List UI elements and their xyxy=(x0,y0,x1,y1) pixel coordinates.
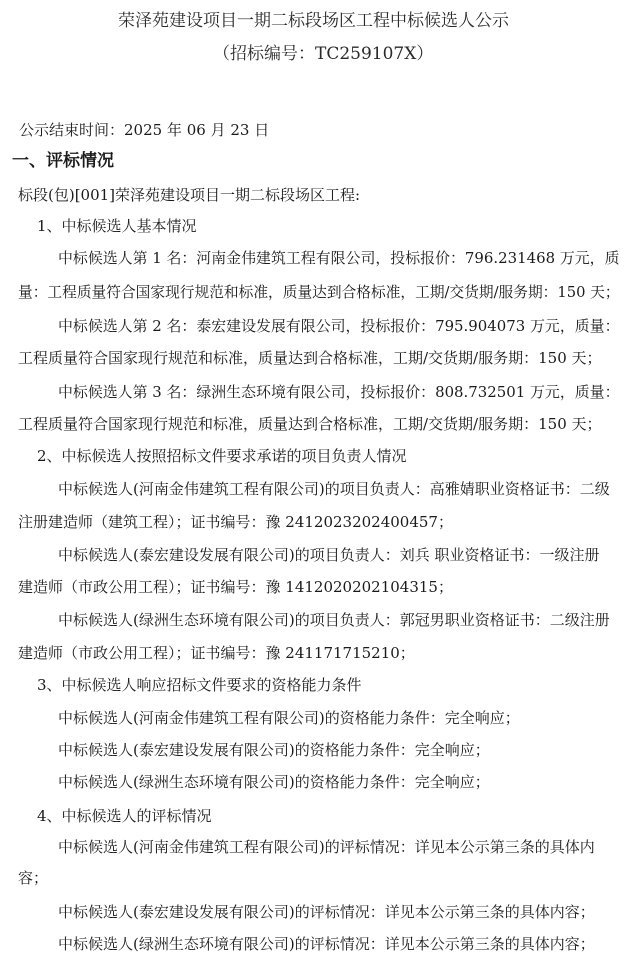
manager-1-line-1: 中标候选人(河南金伟建筑工程有限公司)的项目负责人：高雅婧职业资格证书：二级 xyxy=(58,480,610,498)
qualification-3: 中标候选人(绿洲生态环境有限公司)的资格能力条件：完全响应； xyxy=(58,773,490,791)
subsection-heading-2: 2、中标候选人按照招标文件要求承诺的项目负责人情况 xyxy=(37,447,407,465)
candidate-2-line-2: 工程质量符合国家现行规范和标准，质量达到合格标准，工期/交货期/服务期：150 天； xyxy=(18,349,602,367)
evaluation-3: 中标候选人(绿洲生态环境有限公司)的评标情况：详见本公示第三条的具体内容； xyxy=(58,935,595,953)
manager-3-line-1: 中标候选人(绿洲生态环境有限公司)的项目负责人：郭冠男职业资格证书：二级注册 xyxy=(58,611,610,629)
candidate-1-line-1: 中标候选人第 1 名：河南金伟建筑工程有限公司，投标报价：796.231468 万元，质 xyxy=(58,249,620,267)
page-title: 荣泽苑建设项目一期二标段场区工程中标候选人公示 xyxy=(118,11,509,31)
candidate-2-line-1: 中标候选人第 2 名：泰宏建设发展有限公司，投标报价：795.904073 万元，质量： xyxy=(58,317,620,335)
qualification-1: 中标候选人(河南金伟建筑工程有限公司)的资格能力条件：完全响应； xyxy=(58,709,520,727)
subsection-heading-1: 1、中标候选人基本情况 xyxy=(37,217,197,235)
manager-3-line-2: 建造师（市政公用工程）；证书编号：豫 241171715210； xyxy=(18,644,415,662)
evaluation-1-line-2: 容； xyxy=(18,869,49,887)
candidate-3-line-1: 中标候选人第 3 名：绿洲生态环境有限公司，投标报价：808.732501 万元，质量： xyxy=(58,383,620,401)
manager-2-line-2: 建造师（市政公用工程）；证书编号：豫 1412020202104315； xyxy=(18,578,453,596)
manager-2-line-1: 中标候选人(泰宏建设发展有限公司)的项目负责人：刘兵 职业资格证书：一级注册 xyxy=(58,546,600,564)
candidate-1-line-2: 量：工程质量符合国家现行规范和标准，质量达到合格标准，工期/交货期/服务期：150 天； xyxy=(18,283,620,301)
evaluation-1-line-1: 中标候选人(河南金伟建筑工程有限公司)的评标情况：详见本公示第三条的具体内 xyxy=(58,838,595,856)
lot-info: 标段(包)[001]荣泽苑建设项目一期二标段场区工程: xyxy=(18,186,361,204)
evaluation-2: 中标候选人(泰宏建设发展有限公司)的评标情况：详见本公示第三条的具体内容； xyxy=(58,903,595,921)
subsection-heading-4: 4、中标候选人的评标情况 xyxy=(37,807,212,825)
manager-1-line-2: 注册建造师（建筑工程）；证书编号：豫 2412023202400457； xyxy=(18,513,453,531)
section-heading: 一、评标情况 xyxy=(12,151,114,171)
qualification-2: 中标候选人(泰宏建设发展有限公司)的资格能力条件：完全响应； xyxy=(58,741,490,759)
subsection-heading-3: 3、中标候选人响应招标文件要求的资格能力条件 xyxy=(37,676,362,694)
tender-number: （招标编号：TC259107X） xyxy=(213,44,434,64)
candidate-3-line-2: 工程质量符合国家现行规范和标准，质量达到合格标准，工期/交货期/服务期：150 天； xyxy=(18,415,602,433)
publicity-end-time: 公示结束时间：2025 年 06 月 23 日 xyxy=(19,121,270,139)
